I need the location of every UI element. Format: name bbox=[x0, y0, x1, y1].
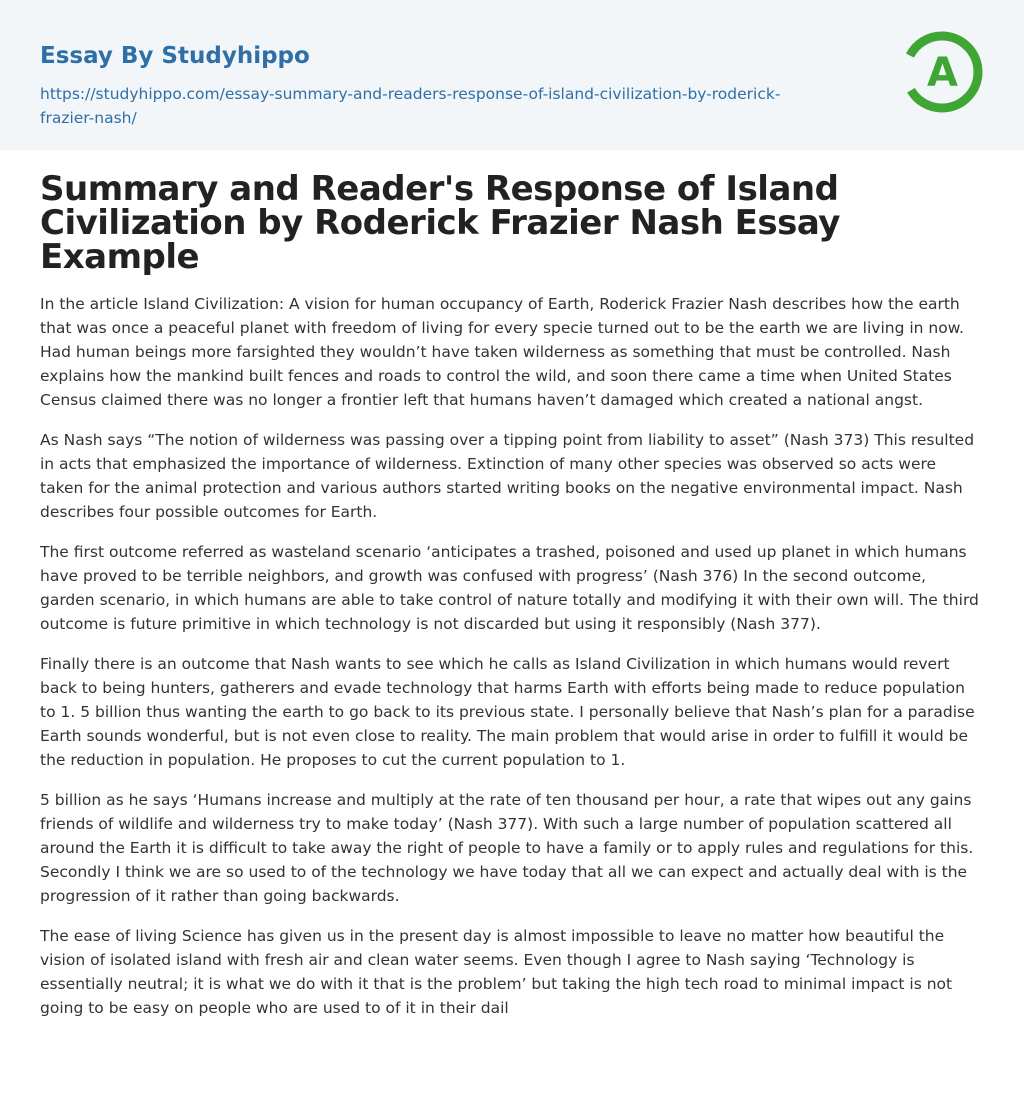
article-paragraph: As Nash says “The notion of wilderness was passing over a tipping point from liability to asset” (Nash 373) This resulted in acts that emphasized the importance of wilderness. Extinction of many other species was observed so acts were taken for the animal protection and various authors started writing books on the negative environmental impact. Nash describes four possible outcomes for Earth. bbox=[40, 431, 975, 521]
brand-title: Essay By Studyhippo bbox=[40, 43, 310, 69]
article-title: Summary and Reader's Response of Island Civilization by Roderick Frazier Nash Essay Example bbox=[40, 169, 840, 277]
logo-letter: A bbox=[927, 50, 958, 96]
article-body bbox=[0, 150, 1024, 1020]
article-paragraph: Finally there is an outcome that Nash wants to see which he calls as Island Civilization in which humans would revert back to being hunters, gatherers and evade technology that harms Earth with efforts being made to reduce population to 1. 5 billion thus wanting the earth to go back to its previous state. I personally believe that Nash’s plan for a paradise Earth sounds wonderful, but is not even close to reality. The main problem that would arise in order to fulfill it would be the reduction in population. He proposes to cut the current population to 1. bbox=[40, 655, 975, 769]
article-paragraph: The ease of living Science has given us in the present day is almost impossible to leave no matter how beautiful the vision of isolated island with fresh air and clean water seems. Even though I agree to Nash saying ‘Technology is essentially neutral; it is what we do with it that is the problem’ but taking the high tech road to minimal impact is not going to be easy on people who are used to of it in their dail bbox=[40, 927, 953, 1017]
article-paragraph: 5 billion as he says ‘Humans increase and multiply at the rate of ten thousand per hour, a rate that wipes out any gains friends of wildlife and wilderness try to make today’ (Nash 377). With such a large number of population scattered all around the Earth it is difficult to take away the right of people to have a family or to apply rules and regulations for this. Secondly I think we are so used to of the technology we have today that all we can expect and actually deal with is the progression of it rather than going backwards. bbox=[40, 791, 974, 905]
article-paragraph: The first outcome referred as wasteland scenario ‘anticipates a trashed, poisoned and used up planet in which humans have proved to be terrible neighbors, and growth was confused with progress’ (Nash 376) In the second outcome, garden scenario, in which humans are able to take control of nature totally and modifying it with their own will. The third outcome is future primitive in which technology is not discarded but using it responsibly (Nash 377). bbox=[40, 543, 979, 633]
article-paragraph: In the article Island Civilization: A vision for human occupancy of Earth, Roderick Frazier Nash describes how the earth that was once a peaceful planet with freedom of living for every specie turned out to be the earth we are living in now. Had human beings more farsighted they wouldn’t have taken wilderness as something that must be controlled. Nash explains how the mankind built fences and roads to control the wild, and soon there came a time when United States Census claimed there was no longer a frontier left that humans haven’t damaged which created a national angst. bbox=[40, 295, 964, 409]
site-header bbox=[0, 0, 1024, 150]
source-link[interactable]: https://studyhippo.com/essay-summary-and-readers-response-of-island-civilization-by-roderick-frazier-nash/ bbox=[40, 85, 781, 127]
studyhippo-logo-icon[interactable] bbox=[900, 30, 984, 114]
